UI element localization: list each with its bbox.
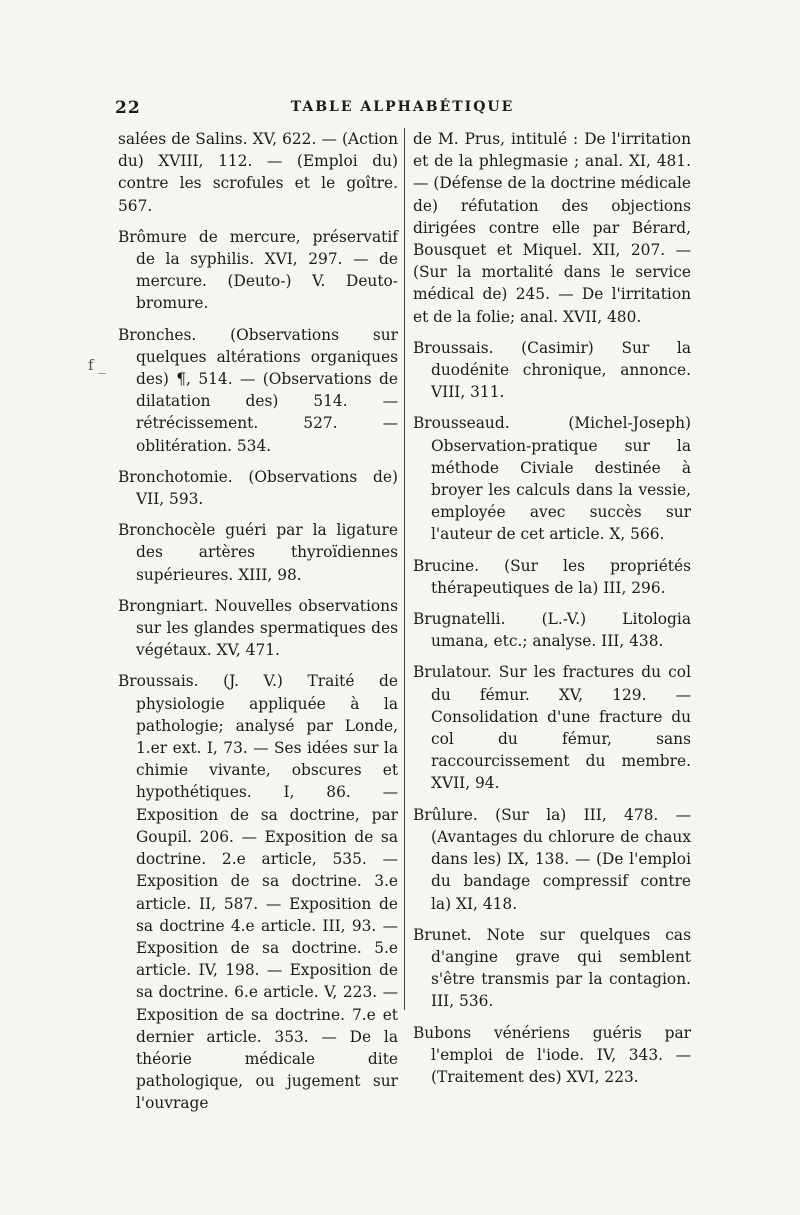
index-entry: Bubons vénériens guéris par l'emploi de l'iode. IV, 343. — (Traitement des) XVI, 223.	[413, 1023, 691, 1086]
right-column	[413, 128, 691, 1097]
index-entry: Brômure de mercure, préservatif de la syphilis. XVI, 297. — de mercure. (Deuto-) V. Deuto-bromure.	[118, 227, 398, 313]
margin-annotation: f _	[88, 356, 106, 374]
index-entry: Bronchocèle guéri par la ligature des artères thyroïdiennes supérieures. XIII, 98.	[118, 521, 398, 584]
index-entry: Brongniart. Nouvelles observations sur les glandes spermatiques des végétaux. XV, 471.	[118, 596, 398, 660]
index-entry: de M. Prus, intitulé : De l'irritation et de la phlegmasie ; anal. XI, 481. — (Défense de la doctrine médicale de) réfutation des objections dirigées contre elle par Bérard, Bousquet et Miquel. XII, 207. — (Sur la mortalité dans le service médical de) 245. — De l'irritation et de la folie; anal. XVII, 480.	[413, 130, 691, 326]
running-title: TABLE ALPHABÉTIQUE	[290, 99, 515, 115]
index-entry: Brucine. (Sur les propriétés thérapeutiques de la) III, 296.	[413, 556, 691, 597]
index-entry: Brousseaud. (Michel-Joseph) Observation-pratique sur la méthode Civiale destinée à broyer les calculs dans la vessie, employée avec succès sur l'auteur de cet article. X, 566.	[413, 414, 691, 544]
index-entry: Bronchotomie. (Observations de) VII, 593.	[118, 467, 398, 509]
page-header	[115, 98, 690, 122]
index-entry: Brulatour. Sur les fractures du col du fémur. XV, 129. — Consolidation d'une fracture du col du fémur, sans raccourcissement du membre. XVII, 94.	[413, 663, 691, 793]
index-entry: Brunet. Note sur quelques cas d'angine grave qui semblent s'être transmis par la contagion. III, 536.	[413, 925, 691, 1011]
index-entry: Brûlure. (Sur la) III, 478. — (Avantages du chlorure de chaux dans les) IX, 138. — (De l'emploi du bandage compressif contre la) XI, 418.	[413, 805, 691, 913]
index-entry: Broussais. (J. V.) Traité de physiologie appliquée à la pathologie; analysé par Londe, 1.er ext. I, 73. — Ses idées sur la chimie vivante, obscures et hypothétiques. I, 86. — Exposition de sa doctrine, par Goupil. 206. — Exposition de sa doctrine. 2.e article, 535. — Exposition de sa doctrine. 3.e article. II, 587. — Exposition de sa doctrine 4.e article. III, 93. — Exposition de sa doctrine. 5.e article. IV, 198. — Exposition de sa doctrine. 6.e article. V, 223. — Exposition de sa doctrine. 7.e et dernier article. 353. — De la théorie médicale dite pathologique, ou jugement sur l'ouvrage	[118, 672, 398, 1113]
column-divider	[404, 128, 405, 1010]
page-number: 22	[115, 98, 141, 118]
index-entry: Broussais. (Casimir) Sur la duodénite chronique, annonce. VIII, 311.	[413, 338, 691, 402]
index-entry: Brugnatelli. (L.-V.) Litologia umana, etc.; analyse. III, 438.	[413, 610, 691, 651]
left-column	[118, 128, 398, 1124]
index-entry: salées de Salins. XV, 622. — (Action du) XVIII, 112. — (Emploi du) contre les scrofules et le goître. 567.	[118, 130, 398, 215]
index-entry: Bronches. (Observations sur quelques altérations organiques des) ¶, 514. — (Observations de dilatation des) 514. — rétrécissement. 527. — oblitération. 534.	[118, 325, 398, 455]
